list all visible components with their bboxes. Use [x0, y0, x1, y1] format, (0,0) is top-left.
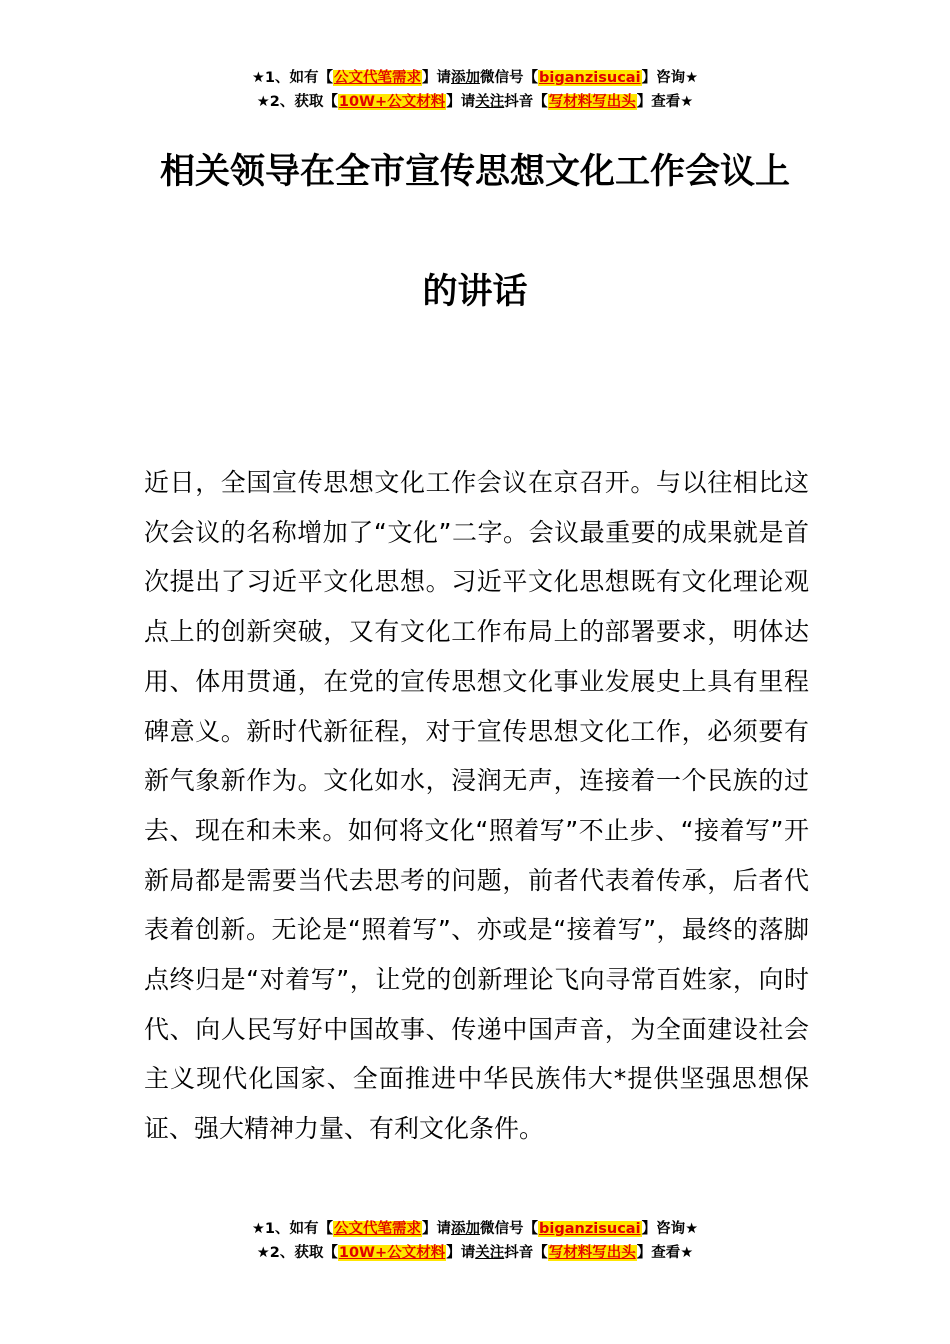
- banner-highlight-service: 公文代笔需求: [334, 1221, 422, 1237]
- banner-highlight-wechat-id: biganzisucai: [539, 70, 641, 86]
- banner-highlight-douyin-id: 写材料写出头: [548, 1245, 636, 1261]
- banner-line-2: ★2、获取【10W+公文材料】请关注抖音【写材料写出头】查看★: [256, 94, 694, 110]
- banner-line-1: ★1、如有【公文代笔需求】请添加微信号【biganzisucai】咨询★: [251, 1221, 699, 1237]
- document-title-line-1: 相关领导在全市宣传思想文化工作会议上: [159, 152, 790, 192]
- banner-highlight-materials: 10W+公文材料: [338, 1245, 446, 1261]
- banner-highlight-materials: 10W+公文材料: [338, 94, 446, 110]
- banner-line-2: ★2、获取【10W+公文材料】请关注抖音【写材料写出头】查看★: [256, 1245, 694, 1261]
- document-body-paragraph: 近日，全国宣传思想文化工作会议在京召开。与以往相比这次会议的名称增加了“文化”二字。会议最重要的成果就是首次提出了习近平文化思想。习近平文化思想既有文化理论观点上的创新突破，又有文化工作布局上的部署要求，明体达用、体用贯通，在党的宣传思想文化事业发展史上具有里程碑意义。新时代新征程，对于宣传思想文化工作，必须要有新气象新作为。文化如水，浸润无声，连接着一个民族的过去、现在和未来。如何将文化“照着写”不止步、“接着写”开新局都是需要当代去思考的问题，前者代表着传承，后者代表着创新。无论是“照着写”、亦或是“接着写”，最终的落脚点终归是“对着写”，让党的创新理论飞向寻常百姓家，向时代、向人民写好中国故事、传递中国声音，为全面建设社会主义现代化国家、全面推进中华民族伟大*提供坚强思想保证、强大精神力量、有利文化条件。: [144, 468, 809, 1144]
- document-title-line-2: 的讲话: [422, 272, 528, 312]
- banner-highlight-wechat-id: biganzisucai: [539, 1221, 641, 1237]
- banner-highlight-douyin-id: 写材料写出头: [548, 94, 636, 110]
- banner-line-1: ★1、如有【公文代笔需求】请添加微信号【biganzisucai】咨询★: [251, 70, 699, 86]
- banner-highlight-service: 公文代笔需求: [334, 70, 422, 86]
- footer-banner: [0, 1217, 950, 1265]
- header-banner: [0, 66, 950, 114]
